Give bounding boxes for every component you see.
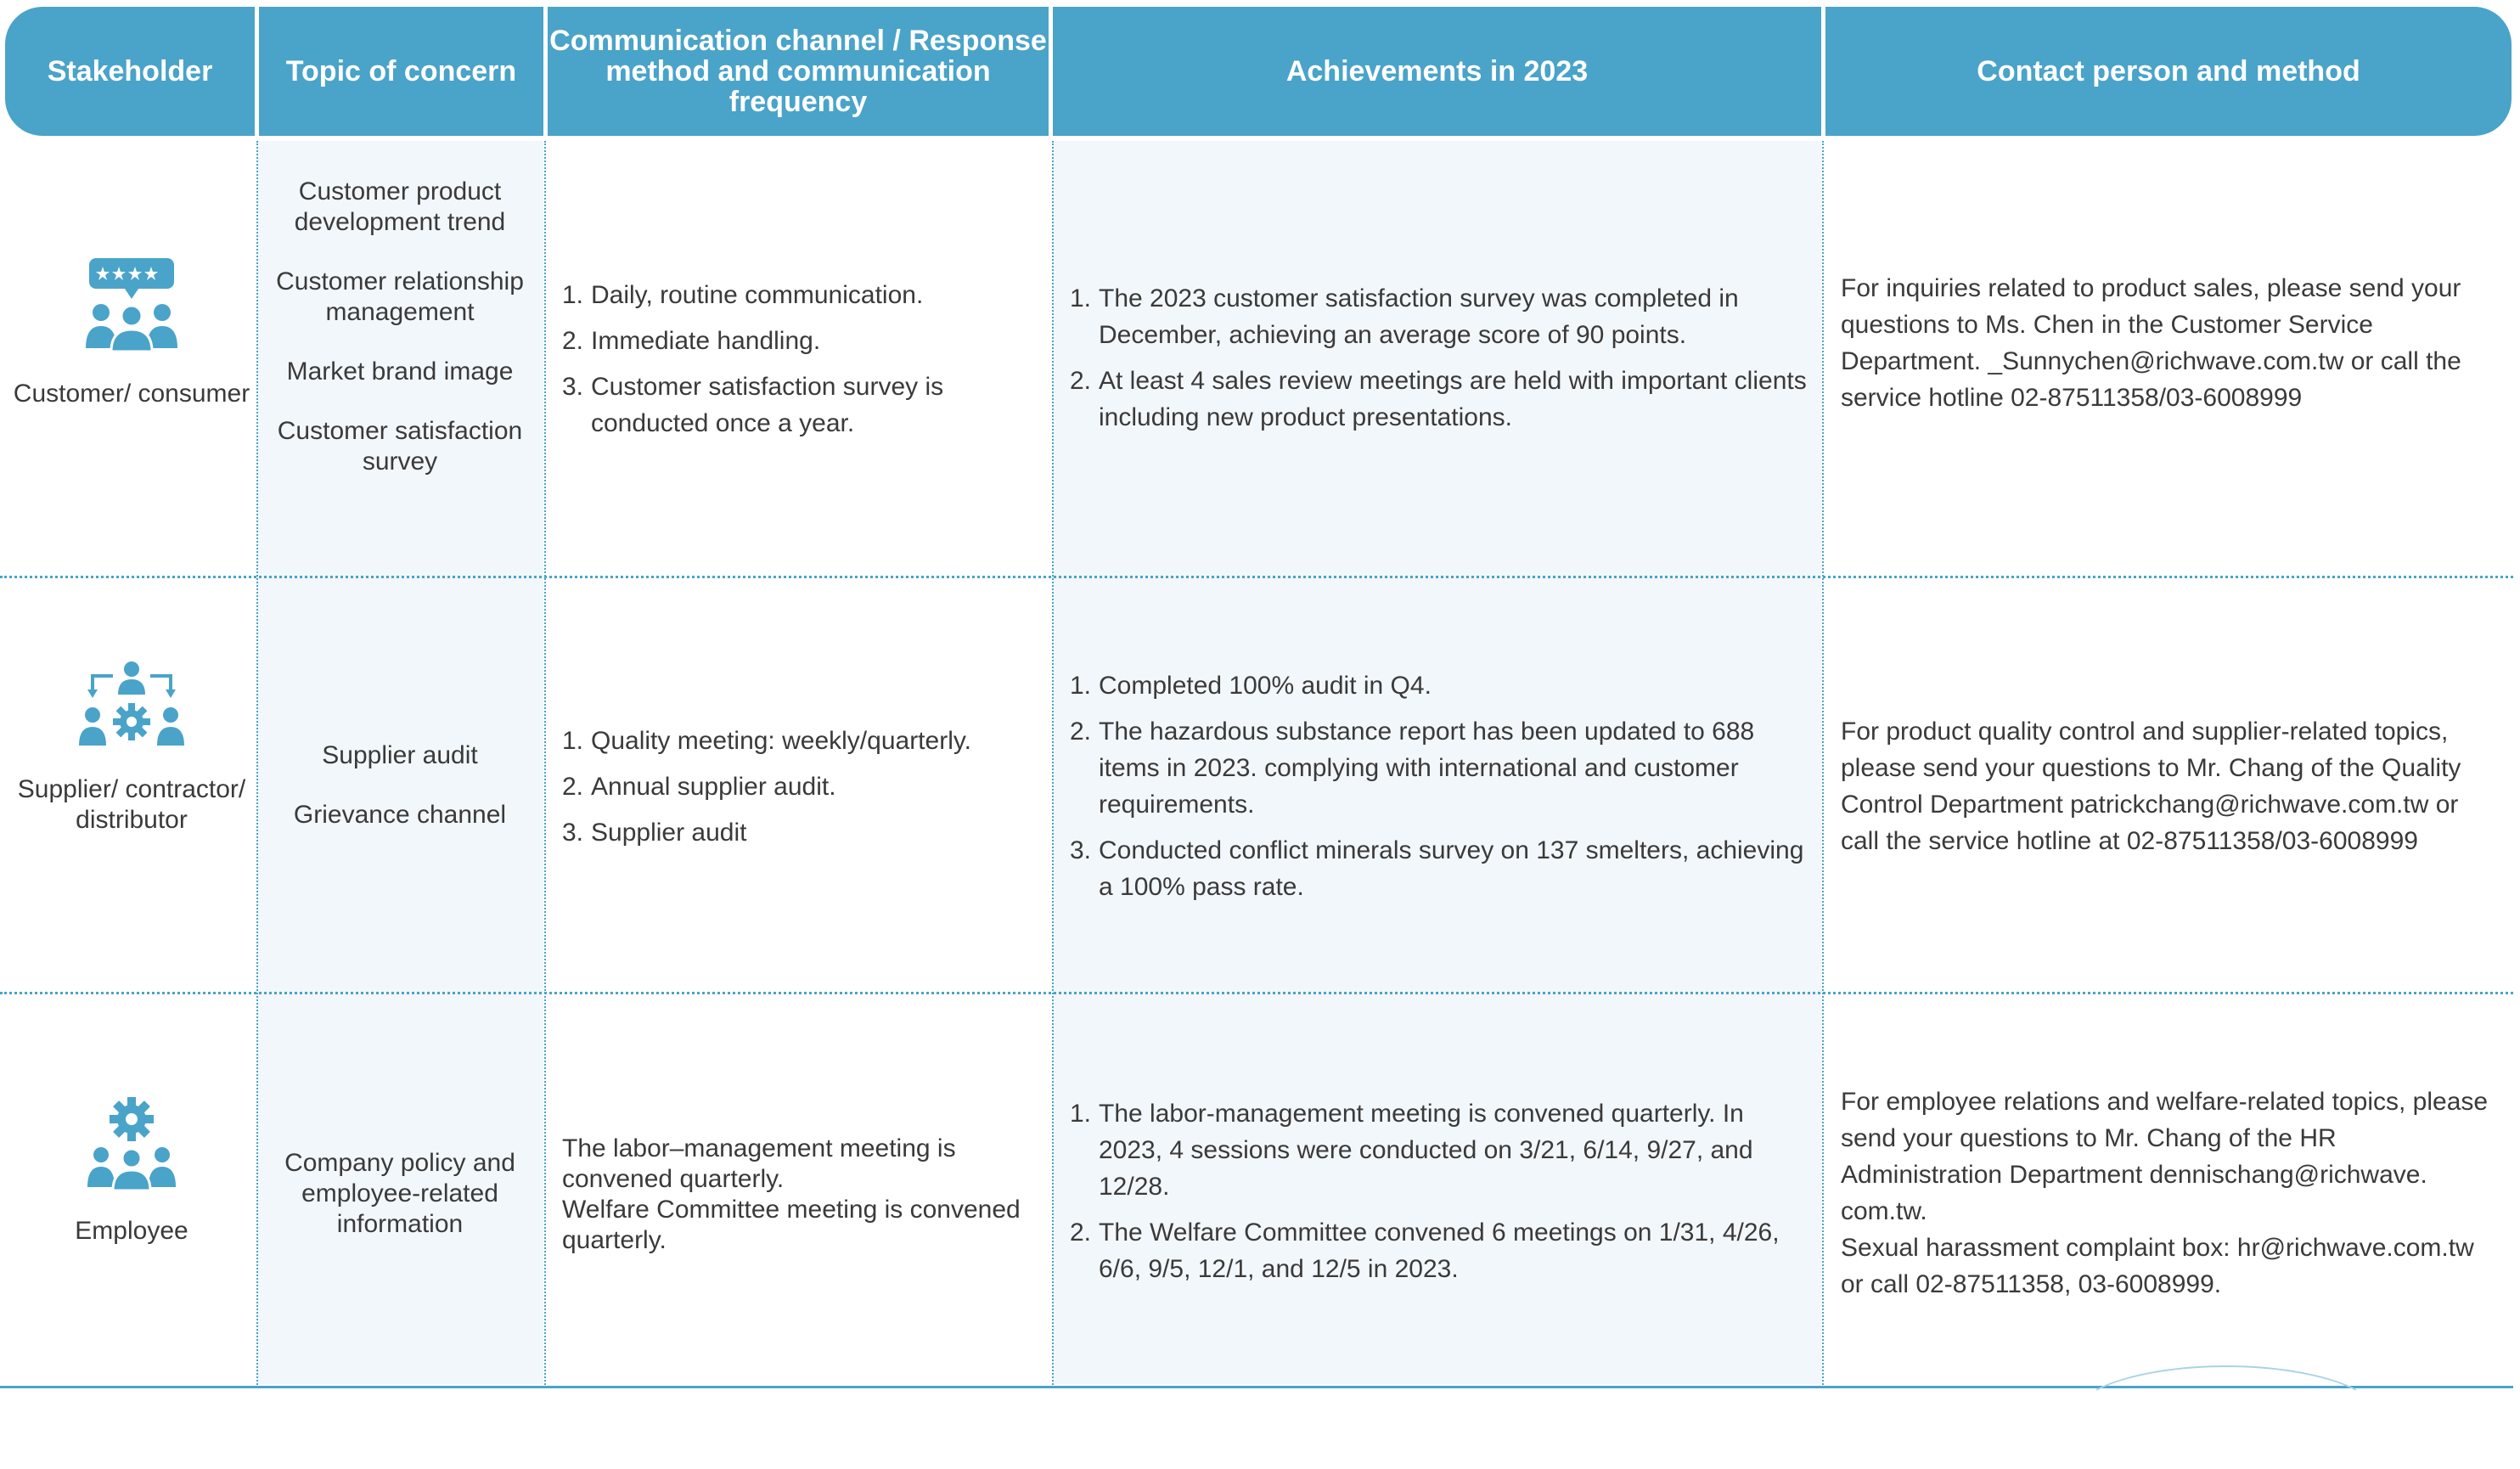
achievements-list xyxy=(1070,280,1808,436)
supplier-network-icon xyxy=(79,661,184,749)
stakeholder-cell xyxy=(8,1097,255,1247)
achievements-list xyxy=(1070,667,1808,905)
channel-cell xyxy=(562,277,1025,451)
contact-text: Sexual harassment complaint box: hr@richwave.com.tw or call 02-87511358, 03-6008999. xyxy=(1841,1234,2474,1298)
achievements-cell xyxy=(1070,667,1808,915)
header-channel: Communication channel / Response method and communication frequency xyxy=(549,25,1047,118)
achievements-cell xyxy=(1070,1095,1808,1297)
list-item: 1. Quality meeting: weekly/quarterly. xyxy=(562,727,971,755)
row-divider xyxy=(0,992,2513,994)
header-contact: Contact person and method xyxy=(1977,55,2360,87)
list-item: 2. Immediate handling. xyxy=(562,327,821,355)
list-item: 2. Annual supplier audit. xyxy=(562,773,836,801)
list-item: 2. The Welfare Committee convened 6 meetings on 1/31, 4/26, 6/6, 9/5, 12/1, and 12/5 in 2023. xyxy=(1070,1219,1780,1283)
list-item: 1. The labor-management meeting is convened quarterly. In 2023, 4 sessions were conducted on 3/21, 6/14, 9/27, and 12/28. xyxy=(1070,1100,1753,1201)
topic-cell xyxy=(263,177,537,506)
stakeholder-cell xyxy=(8,255,255,409)
topic-item: Grievance channel xyxy=(293,801,507,829)
customer-review-icon xyxy=(82,255,181,353)
column-divider xyxy=(256,141,258,1387)
channel-cell xyxy=(562,1134,1038,1256)
header-topic: Topic of concern xyxy=(285,55,517,87)
contact-text: com.tw. xyxy=(1841,1197,1927,1225)
topic-cell: Company policy and employee-related information xyxy=(284,1149,515,1238)
list-item: 2. The hazardous substance report has been updated to 688 items in 2023. complying with international and customer requirements. xyxy=(1070,718,1755,819)
column-divider xyxy=(544,141,546,1387)
topic-item: Supplier audit xyxy=(322,741,478,769)
stakeholder-label: Customer/ consumer xyxy=(13,380,250,408)
list-item: 1. Completed 100% audit in Q4. xyxy=(1070,672,1432,700)
column-divider xyxy=(1052,141,1054,1387)
list-item: 1. Daily, routine communication. xyxy=(562,281,924,309)
channel-text: Welfare Committee meeting is convened quarterly. xyxy=(562,1196,1021,1254)
list-item: 3. Supplier audit xyxy=(562,819,747,847)
channel-list xyxy=(562,723,1038,851)
employee-gear-icon xyxy=(86,1097,177,1190)
contact-text: For employee relations and welfare-related topics, please send your questions to Mr. Chang of the HR Administration Department dennischang@richwave. xyxy=(1841,1088,2489,1189)
stakeholder-cell xyxy=(8,661,255,836)
stakeholder-label: Employee xyxy=(75,1217,188,1245)
channel-cell xyxy=(562,723,1038,860)
row-divider xyxy=(0,576,2513,578)
topic-item: Customer satisfaction survey xyxy=(277,417,523,476)
topic-item: Customer relationship management xyxy=(276,267,524,326)
topic-item: Market brand image xyxy=(286,357,514,386)
topic-cell xyxy=(263,740,537,859)
stakeholder-label: Supplier/ contractor/ distributor xyxy=(17,775,246,834)
header-achievements: Achievements in 2023 xyxy=(1285,55,1589,87)
decorative-arc xyxy=(2072,1365,2381,1469)
contact-cell: For inquiries related to product sales, please send your questions to Ms. Chen in the Customer Service Department. _Sunnychen@richwave.com.tw or call the service hotline 02-87511358/03-6008999 xyxy=(1841,274,2461,412)
list-item: 1. The 2023 customer satisfaction survey was completed in December, achieving an average score of 90 points. xyxy=(1070,284,1739,349)
contact-cell: For product quality control and supplier-related topics, please send your questions to Mr. Chang of the Quality Control Department patrickchang@richwave.com.tw or call the service hotline at 02-87511358/03-6008999 xyxy=(1841,718,2461,855)
channel-list xyxy=(562,277,1025,442)
achievements-list xyxy=(1070,1095,1808,1287)
topic-item: Customer product development trend xyxy=(294,177,506,236)
contact-cell xyxy=(1841,1083,2503,1303)
achievements-cell xyxy=(1070,280,1808,445)
channel-text: The labor–management meeting is convened quarterly. xyxy=(562,1134,956,1193)
column-divider xyxy=(1822,141,1824,1387)
header-stakeholder: Stakeholder xyxy=(47,55,213,87)
list-item: 3. Conducted conflict minerals survey on 137 smelters, achieving a 100% pass rate. xyxy=(1070,836,1804,901)
list-item: 3. Customer satisfaction survey is conducted once a year. xyxy=(562,373,944,437)
list-item: 2. At least 4 sales review meetings are held with important clients including new product presentations. xyxy=(1070,367,1807,431)
